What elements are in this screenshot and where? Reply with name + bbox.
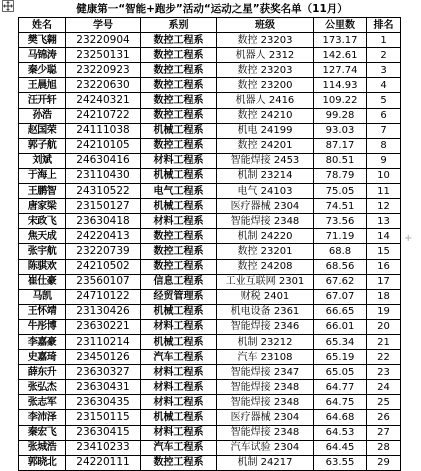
cell-class: 数控 24210 xyxy=(217,108,314,123)
cell-rank: 7 xyxy=(367,123,401,138)
cell-kilometers: 74.51 xyxy=(314,199,367,214)
cell-department: 材料工程系 xyxy=(141,425,217,440)
cell-student-id: 23560107 xyxy=(66,274,141,289)
cell-kilometers: 66.65 xyxy=(314,304,367,319)
cell-student-id: 23150127 xyxy=(66,199,141,214)
cell-name: 王晨旭 xyxy=(19,78,66,93)
cell-name: 李嘉豪 xyxy=(19,334,66,349)
table-row xyxy=(19,455,401,470)
cell-department: 数控工程系 xyxy=(141,244,217,259)
table-row xyxy=(19,138,401,153)
table-row xyxy=(19,425,401,440)
cell-rank: 10 xyxy=(367,168,401,183)
cell-kilometers: 67.07 xyxy=(314,289,367,304)
cell-class: 数控 23203 xyxy=(217,33,314,48)
cell-student-id: 23130426 xyxy=(66,304,141,319)
cell-name: 宋政飞 xyxy=(19,214,66,229)
cell-student-id: 23220904 xyxy=(66,33,141,48)
cell-department: 汽车工程系 xyxy=(141,350,217,365)
cell-department: 汽车工程系 xyxy=(141,440,217,455)
cell-student-id: 24210502 xyxy=(66,259,141,274)
cell-kilometers: 173.17 xyxy=(314,33,367,48)
cell-rank: 17 xyxy=(367,274,401,289)
cell-department: 信息工程系 xyxy=(141,274,217,289)
cell-class: 机器人 2416 xyxy=(217,93,314,108)
cell-department: 数控工程系 xyxy=(141,455,217,470)
cell-kilometers: 93.03 xyxy=(314,123,367,138)
cell-student-id: 23630418 xyxy=(66,214,141,229)
cell-department: 机械工程系 xyxy=(141,123,217,138)
table-row xyxy=(19,168,401,183)
table-row xyxy=(19,244,401,259)
table-row xyxy=(19,153,401,168)
cell-class: 机电 24199 xyxy=(217,123,314,138)
cell-kilometers: 64.45 xyxy=(314,440,367,455)
cell-rank: 14 xyxy=(367,229,401,244)
cell-department: 材料工程系 xyxy=(141,319,217,334)
cell-department: 机械工程系 xyxy=(141,199,217,214)
cell-student-id: 23630415 xyxy=(66,425,141,440)
cell-rank: 15 xyxy=(367,244,401,259)
table-row xyxy=(19,48,401,63)
cell-name: 焦天成 xyxy=(19,229,66,244)
table-row xyxy=(19,380,401,395)
document-title: 健康第一“智能+跑步”活动“运动之星”获奖名单（11月） xyxy=(76,3,348,15)
cell-student-id: 23630327 xyxy=(66,365,141,380)
cell-student-id: 23110430 xyxy=(66,168,141,183)
add-icon[interactable]: + xyxy=(404,233,413,244)
cell-class: 智能焊接 2453 xyxy=(217,153,314,168)
cell-rank: 23 xyxy=(367,365,401,380)
cell-kilometers: 75.05 xyxy=(314,184,367,199)
cell-class: 机电设备 2361 xyxy=(217,304,314,319)
cell-rank: 13 xyxy=(367,214,401,229)
cell-rank: 8 xyxy=(367,138,401,153)
cell-class: 智能焊接 2347 xyxy=(217,365,314,380)
award-table xyxy=(18,17,401,471)
cell-name: 陈骐欢 xyxy=(19,259,66,274)
table-row xyxy=(19,410,401,425)
cell-class: 电气 24103 xyxy=(217,184,314,199)
cell-rank: 16 xyxy=(367,259,401,274)
cell-rank: 2 xyxy=(367,48,401,63)
cell-name: 唐家梁 xyxy=(19,199,66,214)
table-row xyxy=(19,395,401,410)
table-row xyxy=(19,108,401,123)
cell-student-id: 24210722 xyxy=(66,108,141,123)
cell-student-id: 23450126 xyxy=(66,350,141,365)
cell-department: 机械工程系 xyxy=(141,410,217,425)
cell-name: 郭子航 xyxy=(19,138,66,153)
cell-rank: 21 xyxy=(367,334,401,349)
cell-rank: 25 xyxy=(367,395,401,410)
cell-class: 智能焊接 2348 xyxy=(217,425,314,440)
table-row xyxy=(19,289,401,304)
cell-name: 张城浩 xyxy=(19,440,66,455)
cell-student-id: 24710122 xyxy=(66,289,141,304)
table-row xyxy=(19,199,401,214)
cell-name: 李沛泽 xyxy=(19,410,66,425)
cell-name: 王鹏智 xyxy=(19,184,66,199)
cell-student-id: 23220739 xyxy=(66,244,141,259)
cell-department: 机械工程系 xyxy=(141,334,217,349)
cell-student-id: 23250131 xyxy=(66,48,141,63)
cell-class: 汽车 23108 xyxy=(217,350,314,365)
cell-department: 经贸管理系 xyxy=(141,289,217,304)
cell-rank: 29 xyxy=(367,455,401,470)
cell-name: 于海上 xyxy=(19,168,66,183)
cell-class: 数控 23201 xyxy=(217,244,314,259)
cell-department: 数控工程系 xyxy=(141,229,217,244)
cell-student-id: 23630435 xyxy=(66,395,141,410)
cell-department: 数控工程系 xyxy=(141,48,217,63)
cell-class: 机制 23214 xyxy=(217,168,314,183)
cell-name: 秦宏飞 xyxy=(19,425,66,440)
cell-rank: 22 xyxy=(367,350,401,365)
cell-kilometers: 80.51 xyxy=(314,153,367,168)
cell-name: 刘斌 xyxy=(19,153,66,168)
cell-name: 樊飞翱 xyxy=(19,33,66,48)
cell-kilometers: 65.19 xyxy=(314,350,367,365)
cell-name: 马锦涛 xyxy=(19,48,66,63)
header-row xyxy=(19,18,401,33)
cell-kilometers: 63.55 xyxy=(314,455,367,470)
cell-name: 孙浩 xyxy=(19,108,66,123)
cell-student-id: 23630431 xyxy=(66,380,141,395)
column-header-kilometers: 公里数 xyxy=(314,18,367,33)
cell-class: 机制 24220 xyxy=(217,229,314,244)
cell-class: 汽车试验 2304 xyxy=(217,440,314,455)
cell-department: 材料工程系 xyxy=(141,380,217,395)
cell-rank: 9 xyxy=(367,153,401,168)
table-row xyxy=(19,123,401,138)
table-row xyxy=(19,304,401,319)
table-row xyxy=(19,350,401,365)
column-header-name: 姓名 xyxy=(19,18,66,33)
cell-kilometers: 64.53 xyxy=(314,425,367,440)
cell-class: 数控 23200 xyxy=(217,78,314,93)
cell-student-id: 24220111 xyxy=(66,455,141,470)
cell-kilometers: 127.74 xyxy=(314,63,367,78)
cell-kilometers: 99.28 xyxy=(314,108,367,123)
cell-student-id: 24240321 xyxy=(66,93,141,108)
cell-rank: 28 xyxy=(367,440,401,455)
cell-kilometers: 68.8 xyxy=(314,244,367,259)
cell-class: 机器人 2312 xyxy=(217,48,314,63)
cell-student-id: 24210105 xyxy=(66,138,141,153)
cell-department: 数控工程系 xyxy=(141,108,217,123)
cell-student-id: 23630221 xyxy=(66,319,141,334)
move-handle-icon xyxy=(2,0,14,12)
table-row xyxy=(19,33,401,48)
cell-rank: 19 xyxy=(367,304,401,319)
cell-kilometers: 109.22 xyxy=(314,93,367,108)
cell-kilometers: 67.62 xyxy=(314,274,367,289)
cell-kilometers: 64.68 xyxy=(314,410,367,425)
cell-class: 机制 23212 xyxy=(217,334,314,349)
table-row xyxy=(19,440,401,455)
cell-student-id: 23110214 xyxy=(66,334,141,349)
cell-student-id: 23150115 xyxy=(66,410,141,425)
table-row xyxy=(19,78,401,93)
cell-class: 工业互联网 2301 xyxy=(217,274,314,289)
cell-name: 薛东升 xyxy=(19,365,66,380)
cell-rank: 1 xyxy=(367,33,401,48)
column-header-class: 班级 xyxy=(217,18,314,33)
cell-name: 王怀靖 xyxy=(19,304,66,319)
cell-rank: 11 xyxy=(367,184,401,199)
table-row xyxy=(19,319,401,334)
cell-kilometers: 64.77 xyxy=(314,380,367,395)
cell-class: 数控 24208 xyxy=(217,259,314,274)
cell-name: 史嘉琦 xyxy=(19,350,66,365)
cell-kilometers: 65.34 xyxy=(314,334,367,349)
table-body xyxy=(19,33,401,471)
cell-rank: 12 xyxy=(367,199,401,214)
cell-student-id: 23220630 xyxy=(66,78,141,93)
cell-class: 财税 2401 xyxy=(217,289,314,304)
cell-name: 牛彤博 xyxy=(19,319,66,334)
cell-kilometers: 64.75 xyxy=(314,395,367,410)
table-row xyxy=(19,334,401,349)
cell-student-id: 24630416 xyxy=(66,153,141,168)
cell-class: 机制 24217 xyxy=(217,455,314,470)
cell-name: 马凯 xyxy=(19,289,66,304)
cell-name: 汪开轩 xyxy=(19,93,66,108)
cell-rank: 3 xyxy=(367,63,401,78)
cell-department: 电气工程系 xyxy=(141,184,217,199)
cell-department: 数控工程系 xyxy=(141,63,217,78)
cell-rank: 4 xyxy=(367,78,401,93)
cell-department: 数控工程系 xyxy=(141,259,217,274)
cell-department: 材料工程系 xyxy=(141,214,217,229)
cell-rank: 5 xyxy=(367,93,401,108)
cell-name: 赵国荣 xyxy=(19,123,66,138)
cell-student-id: 23220923 xyxy=(66,63,141,78)
cell-class: 数控 23203 xyxy=(217,63,314,78)
cell-name: 秦少聪 xyxy=(19,63,66,78)
cell-kilometers: 78.79 xyxy=(314,168,367,183)
cell-kilometers: 114.93 xyxy=(314,78,367,93)
cell-department: 数控工程系 xyxy=(141,78,217,93)
cell-department: 数控工程系 xyxy=(141,93,217,108)
column-header-rank: 排名 xyxy=(367,18,401,33)
cell-student-id: 23410233 xyxy=(66,440,141,455)
cell-kilometers: 65.05 xyxy=(314,365,367,380)
cell-kilometers: 71.19 xyxy=(314,229,367,244)
cell-rank: 6 xyxy=(367,108,401,123)
table-row xyxy=(19,365,401,380)
cell-class: 智能焊接 2346 xyxy=(217,319,314,334)
cell-student-id: 24220413 xyxy=(66,229,141,244)
cell-department: 数控工程系 xyxy=(141,33,217,48)
cell-class: 医疗器械 2304 xyxy=(217,199,314,214)
cell-class: 智能焊接 2348 xyxy=(217,395,314,410)
table-row xyxy=(19,214,401,229)
cell-department: 材料工程系 xyxy=(141,365,217,380)
cell-class: 数控 24201 xyxy=(217,138,314,153)
cell-student-id: 24111038 xyxy=(66,123,141,138)
table-row xyxy=(19,93,401,108)
table-row xyxy=(19,63,401,78)
cell-kilometers: 142.61 xyxy=(314,48,367,63)
cell-kilometers: 68.56 xyxy=(314,259,367,274)
cell-rank: 26 xyxy=(367,410,401,425)
table-row xyxy=(19,259,401,274)
cell-kilometers: 87.17 xyxy=(314,138,367,153)
cell-rank: 27 xyxy=(367,425,401,440)
table-row xyxy=(19,229,401,244)
cell-kilometers: 73.56 xyxy=(314,214,367,229)
cell-kilometers: 66.01 xyxy=(314,319,367,334)
cell-name: 崔仕豪 xyxy=(19,274,66,289)
cell-rank: 18 xyxy=(367,289,401,304)
cell-rank: 24 xyxy=(367,380,401,395)
column-header-student-id: 学号 xyxy=(66,18,141,33)
cell-name: 张宇航 xyxy=(19,244,66,259)
cell-department: 机械工程系 xyxy=(141,168,217,183)
cell-department: 数控工程系 xyxy=(141,138,217,153)
cell-name: 郭晓北 xyxy=(19,455,66,470)
cell-name: 张弘杰 xyxy=(19,380,66,395)
cell-department: 材料工程系 xyxy=(141,153,217,168)
cell-name: 张志军 xyxy=(19,395,66,410)
column-header-department: 系别 xyxy=(141,18,217,33)
cell-class: 医疗器械 2304 xyxy=(217,410,314,425)
cell-department: 机械工程系 xyxy=(141,304,217,319)
cell-student-id: 24310522 xyxy=(66,184,141,199)
cell-class: 智能焊接 2348 xyxy=(217,380,314,395)
cell-department: 材料工程系 xyxy=(141,395,217,410)
cell-class: 智能焊接 2348 xyxy=(217,214,314,229)
cell-rank: 20 xyxy=(367,319,401,334)
table-row xyxy=(19,184,401,199)
table-row xyxy=(19,274,401,289)
